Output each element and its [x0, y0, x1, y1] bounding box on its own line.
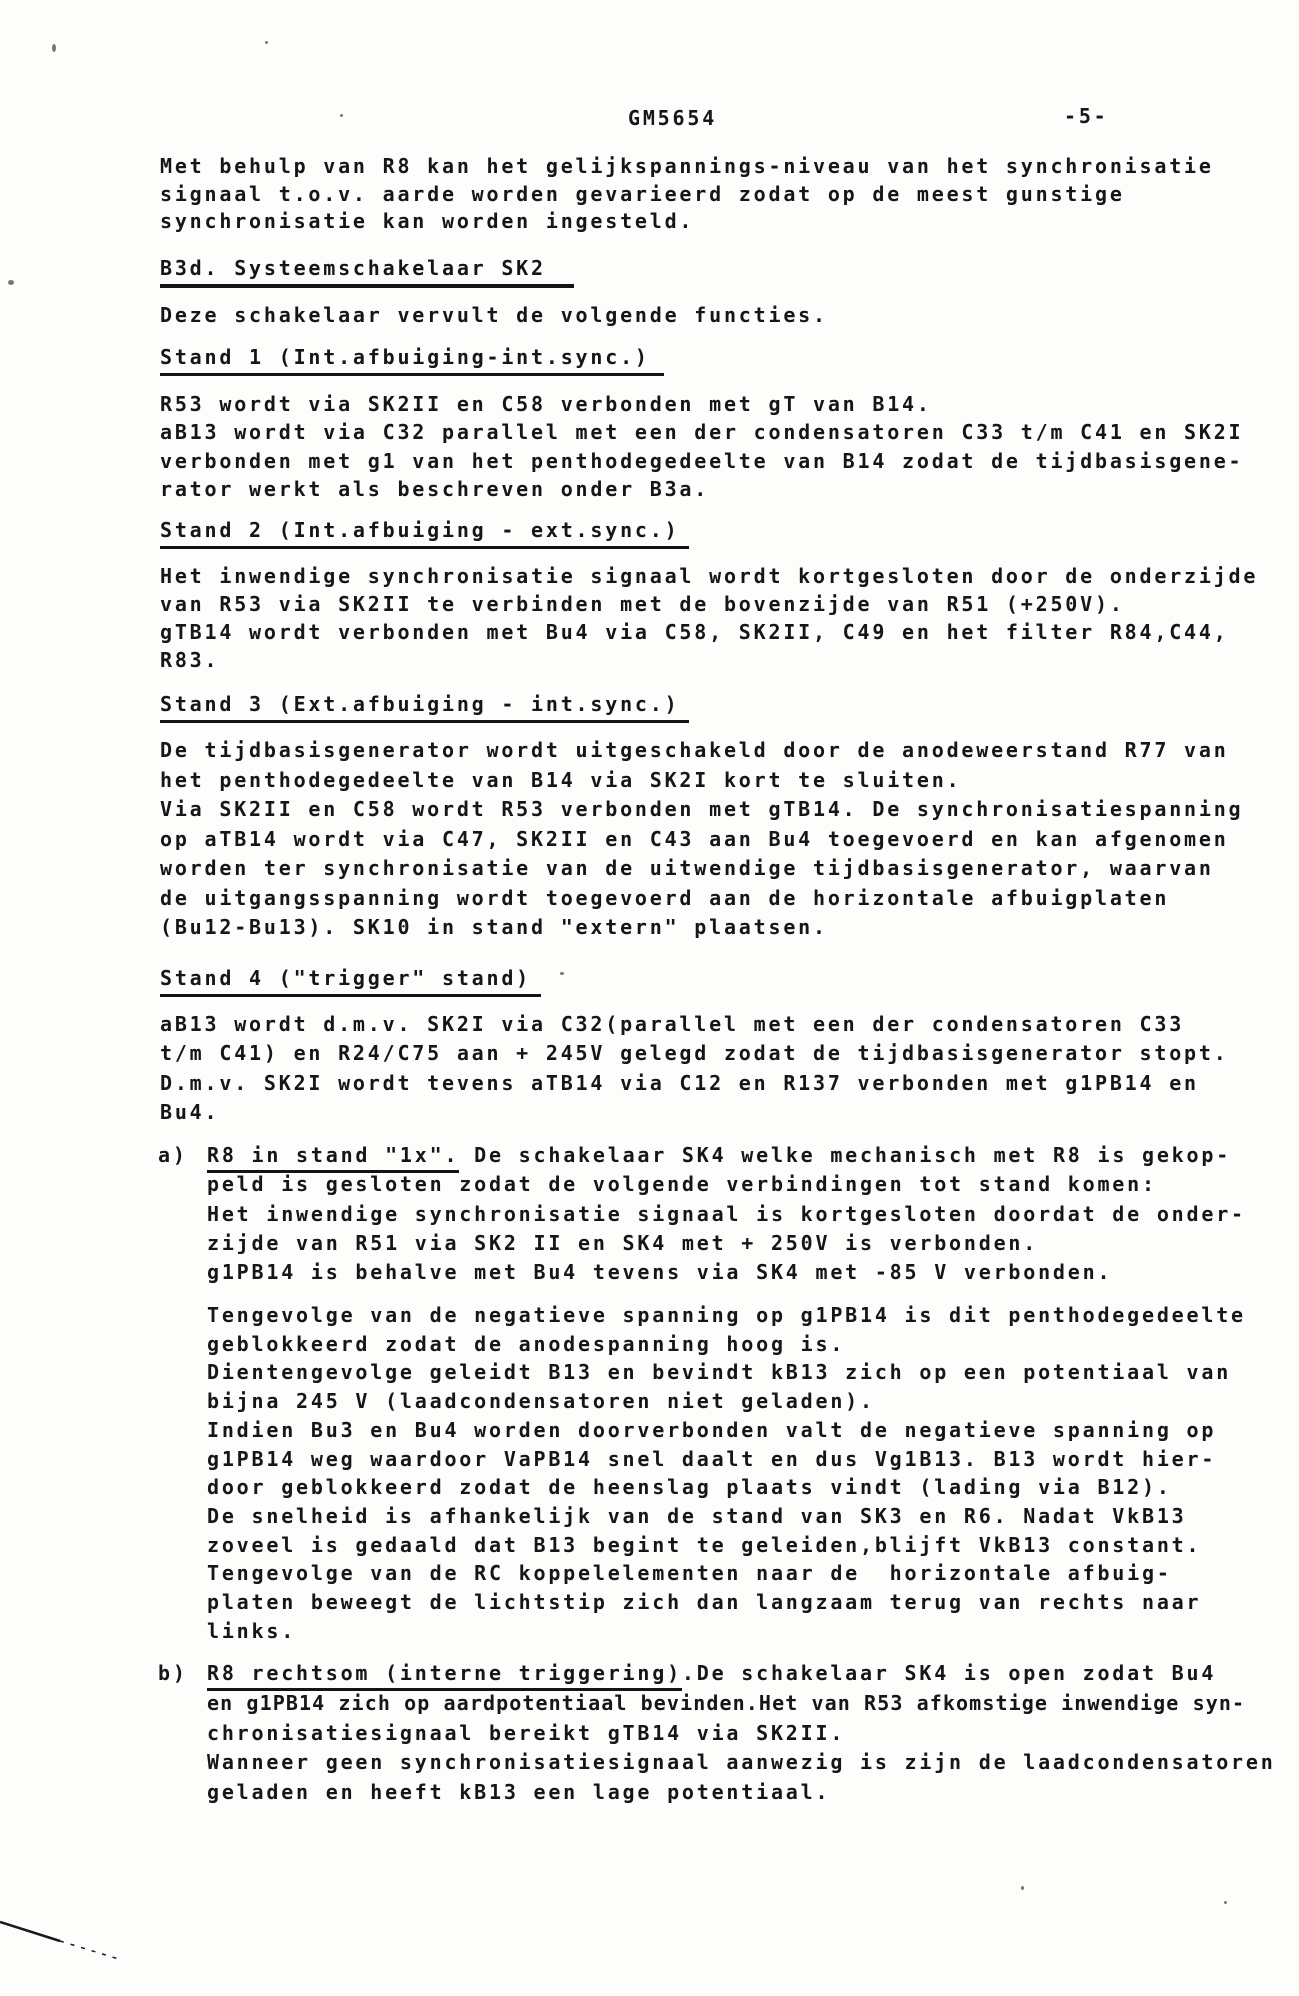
scan-artifact [1021, 1886, 1024, 1890]
text-line: verbonden met g1 van het penthodegedeelte van B14 zodat de tijdbasisgene- [160, 448, 1244, 473]
text-line: synchronisatie kan worden ingesteld. [160, 209, 695, 233]
text-line: R53 wordt via SK2II en C58 verbonden met gT van B14. [160, 392, 932, 416]
scan-artifact [340, 114, 343, 117]
text-line: (Bu12-Bu13). SK10 in stand "extern" plaatsen. [160, 915, 828, 939]
stand-1-paragraph [160, 390, 1243, 503]
text-line: geladen en heeft kB13 een lage potentiaal. [207, 1780, 831, 1805]
doc-number: GM5654 [628, 106, 718, 130]
text-line: Bu4. [160, 1099, 220, 1124]
intro-paragraph [160, 153, 1214, 236]
text-line: Dientengevolge geleidt B13 en bevindt kB13 zich op een potentiaal van [207, 1360, 1232, 1385]
scan-artifact [52, 44, 56, 52]
stand-3-heading: Stand 3 (Ext.afbuiging - int.sync.) [160, 692, 689, 723]
text-line: op aTB14 wordt via C47, SK2II en C43 aan Bu4 toegevoerd en kan afgenomen [160, 826, 1229, 851]
text-line: worden ter synchronisatie van de uitwendige tijdbasisgenerator, waarvan [160, 856, 1214, 880]
text-line: aB13 wordt d.m.v. SK2I via C32(parallel met een der condensatoren C33 [160, 1012, 1185, 1036]
text-line: van R53 via SK2II te verbinden met de bovenzijde van R51 (+250V). [160, 592, 1125, 616]
stand-2-heading: Stand 2 (Int.afbuiging - ext.sync.) [160, 518, 689, 549]
text-line: en g1PB14 zich op aardpotentiaal bevinden.Het van R53 afkomstige inwendige syn- [207, 1690, 1246, 1715]
text-line: zijde van R51 via SK2 II en SK4 met + 250V is verbonden. [207, 1230, 1039, 1255]
text-line: Tengevolge van de RC koppelelementen naar de horizontale afbuig- [207, 1561, 1172, 1586]
text-line: aB13 wordt via C32 parallel met een der condensatoren C33 t/m C41 en SK2I [160, 420, 1244, 445]
corner-line [0, 1908, 150, 1978]
text-line: De tijdbasisgenerator wordt uitgeschakeld door de anodeweerstand R77 van [160, 738, 1229, 762]
text-line: Met behulp van R8 kan het gelijkspannings-niveau van het synchronisatie [160, 154, 1214, 178]
text-line: door geblokkeerd zodat de heenslag plaats vindt (lading via B12). [207, 1475, 1172, 1500]
text-line: Wanneer geen synchronisatiesignaal aanwezig is zijn de laadcondensatoren [207, 1750, 1276, 1775]
text-line: g1PB14 weg waardoor VaPB14 snel daalt en dus Vg1B13. B13 wordt hier- [207, 1446, 1217, 1471]
item-lead-line: R8 in stand "1x". De schakelaar SK4 welke mechanisch met R8 is gekop- [207, 1141, 1246, 1170]
item-lead: R8 rechtsom (interne triggering) [207, 1661, 682, 1691]
item-marker: a) [158, 1143, 188, 1167]
section-intro-line: Deze schakelaar vervult de volgende functies. [160, 303, 828, 327]
item-lead-line: R8 rechtsom (interne triggering).De schakelaar SK4 is open zodat Bu4 [207, 1659, 1276, 1689]
text-line: gTB14 wordt verbonden met Bu4 via C58, SK2II, C49 en het filter R84,C44, [160, 620, 1229, 644]
text-line: g1PB14 is behalve met Bu4 tevens via SK4 met -85 V verbonden. [207, 1260, 1113, 1285]
scan-artifact [1224, 1901, 1227, 1904]
text-line: bijna 245 V (laadcondensatoren niet geladen). [207, 1389, 875, 1414]
text-line: chronisatiesignaal bereikt gTB14 via SK2II. [207, 1720, 846, 1745]
text-line: de uitgangsspanning wordt toegevoerd aan de horizontale afbuigplaten [160, 885, 1170, 910]
text-line: Het inwendige synchronisatie signaal is kortgesloten doordat de onder- [207, 1201, 1246, 1226]
item-a-note-paragraph [207, 1301, 1246, 1645]
text-line: zoveel is gedaald dat B13 begint te geleiden,blijft VkB13 constant. [207, 1532, 1202, 1557]
list-item-b [158, 1659, 1276, 1808]
scan-artifact [265, 41, 268, 44]
text-line: D.m.v. SK2I wordt tevens aTB14 via C12 en R137 verbonden met g1PB14 en [160, 1070, 1199, 1095]
page-number: -5- [1064, 104, 1109, 128]
stand-2-paragraph [160, 562, 1258, 674]
scan-artifact [560, 972, 564, 975]
stand-4-paragraph [160, 1010, 1229, 1127]
text-line: Indien Bu3 en Bu4 worden doorverbonden valt de negatieve spanning op [207, 1417, 1217, 1442]
stand-3-paragraph [160, 736, 1243, 943]
text-line: platen beweegt de lichtstip zich dan langzaam terug van rechts naar [207, 1590, 1202, 1615]
list-item-a [158, 1141, 1246, 1287]
text-line: het penthodegedeelte van B14 via SK2I kort te sluiten. [160, 767, 962, 792]
text-line: R83. [160, 648, 220, 672]
stand-1-heading: Stand 1 (Int.afbuiging-int.sync.) [160, 345, 664, 376]
text-line: De snelheid is afhankelijk van de stand van SK3 en R6. Nadat VkB13 [207, 1503, 1187, 1528]
text-line: Tengevolge van de negatieve spanning op g1PB14 is dit penthodegedeelte [207, 1303, 1246, 1327]
text-line: t/m C41) en R24/C75 aan + 245V gelegd zodat de tijdbasisgenerator stopt. [160, 1041, 1229, 1066]
text-line: geblokkeerd zodat de anodespanning hoog is. [207, 1331, 846, 1356]
stand-4-heading: Stand 4 ("trigger" stand) [160, 966, 541, 997]
text-line: Via SK2II en C58 wordt R53 verbonden met gTB14. De synchronisatiespanning [160, 797, 1244, 821]
text-line: peld is gesloten zodat de volgende verbindingen tot stand komen: [207, 1172, 1157, 1197]
text-line: Het inwendige synchronisatie signaal wordt kortgesloten door de onderzijde [160, 564, 1259, 588]
item-marker: b) [158, 1661, 188, 1685]
text-line: signaal t.o.v. aarde worden gevarieerd zodat op de meest gunstige [160, 181, 1125, 206]
scan-artifact [8, 280, 14, 285]
text-line: rator werkt als beschreven onder B3a. [160, 476, 710, 501]
item-lead: R8 in stand "1x". [207, 1143, 459, 1173]
section-heading-b3d [160, 256, 574, 288]
text-line: links. [207, 1618, 297, 1643]
section-title: B3d. Systeemschakelaar SK2 [160, 256, 574, 288]
